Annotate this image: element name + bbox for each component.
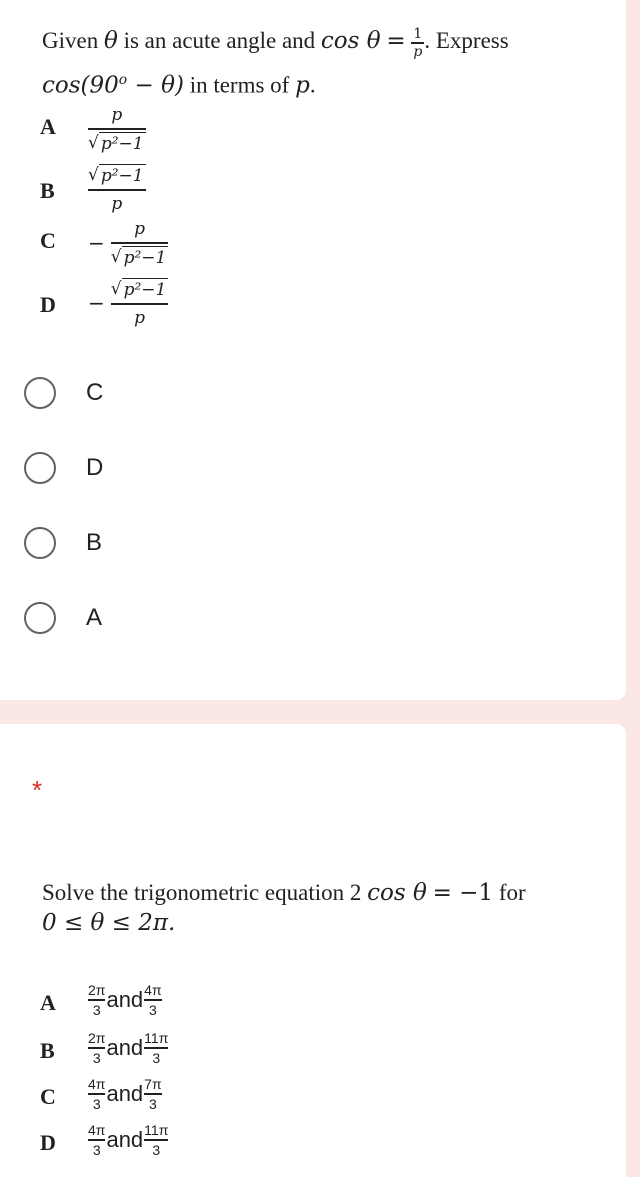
required-asterisk: * xyxy=(32,775,43,805)
option-b-numerator xyxy=(88,164,146,187)
numerator: 11π xyxy=(144,1122,169,1138)
option-d-fraction xyxy=(111,278,169,329)
denominator: 3 xyxy=(149,1001,157,1018)
q1-text: . Express xyxy=(424,28,509,54)
radio-button[interactable] xyxy=(24,602,56,634)
cos-theta: cos θ xyxy=(320,28,381,55)
numerator: 4π xyxy=(88,1122,106,1138)
option-a-numerator: p xyxy=(111,105,123,125)
question-2-line-1 xyxy=(42,880,526,906)
q1-text: is an acute angle and xyxy=(123,28,316,54)
numerator: 4π xyxy=(144,982,162,998)
radio-button[interactable] xyxy=(24,527,56,559)
fraction-numerator: 1 xyxy=(413,26,423,42)
negative-sign: − xyxy=(88,231,105,256)
q2-option-letter-d: D xyxy=(40,1130,56,1155)
and-word: and xyxy=(106,986,144,1012)
fraction-bar xyxy=(88,1093,105,1095)
fraction-bar xyxy=(111,242,169,244)
q2-option-letter-c: C xyxy=(40,1084,56,1109)
question-2-line-2 xyxy=(42,910,175,936)
radio-choice-c[interactable] xyxy=(24,377,103,409)
q2-text: for xyxy=(498,880,526,905)
and-word: and xyxy=(106,1126,144,1152)
q2-text: Solve the trigonometric equation 2 xyxy=(42,880,362,905)
option-c-expression xyxy=(88,218,168,269)
q1-text: in terms of xyxy=(189,72,290,98)
fraction-bar xyxy=(144,1139,168,1141)
fraction-a xyxy=(88,1122,105,1158)
denominator: 3 xyxy=(152,1049,161,1066)
fraction-bar xyxy=(144,1047,168,1049)
numerator: 2π xyxy=(88,1030,106,1046)
radicand: p²−1 xyxy=(100,166,144,186)
q1-text: . xyxy=(309,72,316,98)
fraction-denominator: p xyxy=(413,43,423,60)
variable-p: p xyxy=(295,72,310,99)
fraction-a xyxy=(88,1030,105,1066)
fraction-b xyxy=(144,1030,168,1066)
fraction-b xyxy=(144,1122,168,1158)
fraction-bar xyxy=(88,999,105,1001)
degree-symbol: o xyxy=(118,72,128,88)
theta-symbol: θ xyxy=(103,28,118,55)
numerator: 7π xyxy=(144,1076,162,1092)
option-b-fraction xyxy=(88,164,146,215)
fraction-bar xyxy=(111,303,169,305)
fraction-bar xyxy=(144,999,161,1001)
fraction-bar xyxy=(88,1047,105,1049)
option-d-expression xyxy=(88,278,168,329)
cos-expression-rest: − θ) xyxy=(127,72,184,99)
radio-label[interactable]: B xyxy=(86,529,103,556)
radicand: p²−1 xyxy=(123,247,167,268)
equals-sign: = xyxy=(386,28,406,55)
sqrt-sign: √ xyxy=(110,246,122,267)
q2-option-letter-a: A xyxy=(40,990,56,1015)
cos-expression: cos(90 xyxy=(42,72,119,99)
radio-label[interactable]: C xyxy=(86,379,104,406)
option-c-numerator: p xyxy=(134,219,146,239)
radio-button[interactable] xyxy=(24,377,56,409)
sqrt-sign: √ xyxy=(110,279,122,299)
option-d-numerator xyxy=(111,278,169,301)
fraction-bar xyxy=(88,189,146,191)
equation-rhs: = −1 xyxy=(432,880,494,906)
option-d-denominator: p xyxy=(134,307,146,328)
radio-label[interactable]: A xyxy=(86,604,103,631)
option-letter-d: D xyxy=(40,292,56,317)
option-a-fraction xyxy=(88,104,146,155)
question-1-line-1 xyxy=(42,26,509,60)
q2-option-c-expression xyxy=(88,1076,162,1112)
radio-choice-a[interactable] xyxy=(24,602,102,634)
option-c-denominator xyxy=(111,246,169,269)
fraction-b xyxy=(144,982,161,1018)
option-letter-b: B xyxy=(40,178,55,203)
option-b-denominator: p xyxy=(111,193,123,214)
radio-choice-b[interactable] xyxy=(24,527,102,559)
numerator: 2π xyxy=(88,982,106,998)
denominator: 3 xyxy=(92,1095,101,1112)
sqrt-sign: √ xyxy=(88,132,99,153)
radicand: p²−1 xyxy=(123,280,167,300)
fraction-b xyxy=(144,1076,161,1112)
q1-text: Given xyxy=(42,28,99,54)
fraction-bar xyxy=(144,1093,161,1095)
option-a-expression xyxy=(88,104,146,155)
option-letter-a: A xyxy=(40,114,56,139)
q2-option-d-expression xyxy=(88,1122,168,1158)
question-1-line-2 xyxy=(42,72,316,99)
fraction-a xyxy=(88,1076,105,1112)
radicand: p²−1 xyxy=(100,133,144,154)
option-c-fraction xyxy=(111,218,169,269)
denominator: 3 xyxy=(92,1049,101,1066)
denominator: 3 xyxy=(92,1001,101,1018)
denominator: 3 xyxy=(152,1141,161,1158)
q2-option-a-expression xyxy=(88,982,162,1018)
fraction-bar xyxy=(88,1139,105,1141)
numerator: 4π xyxy=(88,1076,106,1092)
option-b-expression xyxy=(88,164,146,215)
radio-button[interactable] xyxy=(24,452,56,484)
sqrt-sign: √ xyxy=(88,165,99,185)
q2-option-b-expression xyxy=(88,1030,168,1066)
radio-label[interactable]: D xyxy=(86,454,104,481)
fraction-bar xyxy=(88,128,146,130)
fraction-one-over-p xyxy=(411,26,424,60)
option-a-denominator xyxy=(88,132,146,155)
and-word: and xyxy=(106,1080,144,1106)
cos-theta: cos θ xyxy=(367,880,427,906)
fraction-a xyxy=(88,982,105,1018)
numerator: 11π xyxy=(144,1030,169,1046)
denominator: 3 xyxy=(92,1141,101,1158)
negative-sign: − xyxy=(88,291,105,316)
q2-option-letter-b: B xyxy=(40,1038,55,1063)
and-word: and xyxy=(106,1034,144,1060)
option-letter-c: C xyxy=(40,228,56,253)
theta-range: 0 ≤ θ ≤ 2π. xyxy=(42,910,176,936)
radio-choice-d[interactable] xyxy=(24,452,103,484)
denominator: 3 xyxy=(149,1095,157,1112)
